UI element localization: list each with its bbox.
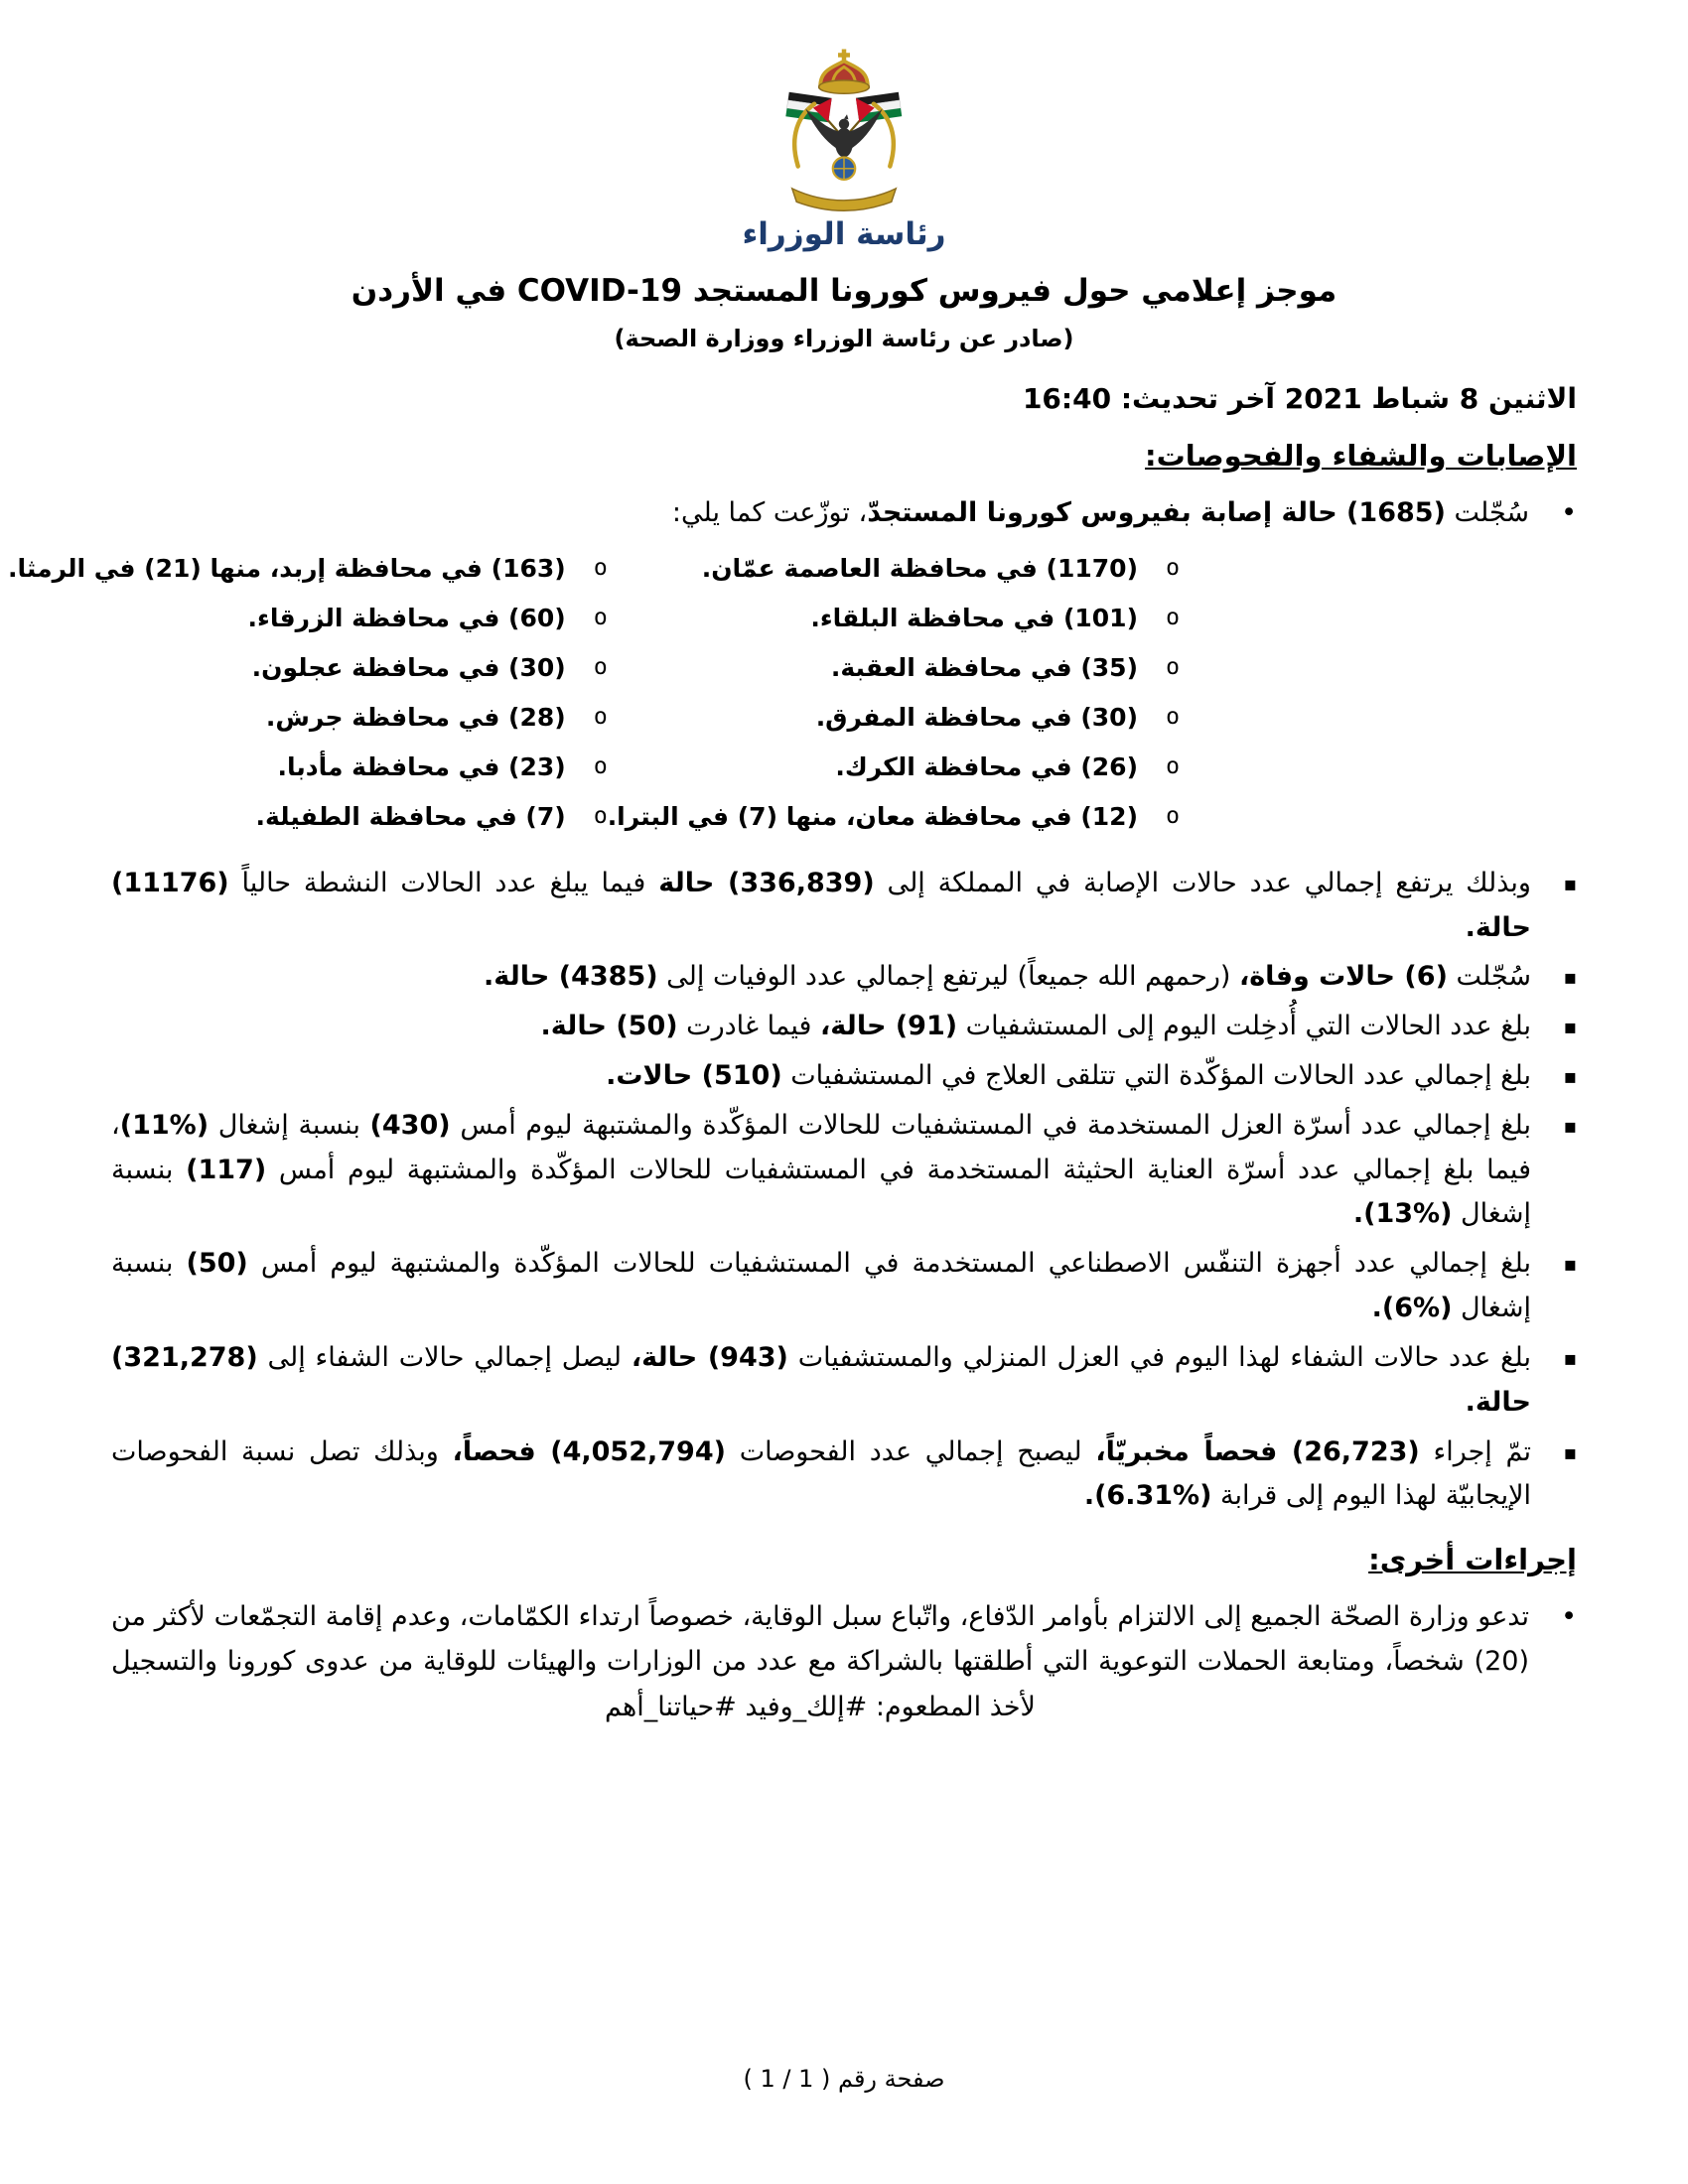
governorate-text: (60) في محافظة الزرقاء. [247, 603, 566, 632]
governorate-text: (35) في محافظة العقبة. [830, 652, 1138, 682]
governorates-column-left [8, 544, 608, 842]
governorate-item [608, 594, 1180, 643]
governorate-text: (30) في محافظة عجلون. [251, 652, 566, 682]
stat-item-hospital-admissions [111, 1005, 1577, 1049]
governorate-item [608, 544, 1180, 594]
jordan-coat-of-arms-logo [770, 48, 918, 214]
statistics-list [111, 862, 1577, 1519]
stat-text: تمّ إجراء (26,723) فحصاً مخبريّاً، ليصبح إجمالي عدد الفحوصات (4,052,794) فحصاً، وبذلك تصل نسبة الفحوصات الإيجابيّة لهذا اليوم إلى قرابة (%6.31). [111, 1435, 1531, 1512]
circle-bullet-icon: o [593, 703, 608, 730]
section-heading-other-measures: إجراءات أخرى: [1368, 1543, 1577, 1577]
governorate-columns [8, 544, 1180, 842]
bullet-icon: • [1561, 497, 1577, 529]
circle-bullet-icon: o [1166, 752, 1180, 779]
stat-item-recoveries [111, 1336, 1577, 1426]
list-item-new-cases [111, 490, 1577, 535]
date-line: الاثنين 8 شباط 2021 آخر تحديث: 16:40 [1022, 382, 1577, 416]
stat-text: بلغ إجمالي عدد أجهزة التنفّس الاصطناعي المستخدمة في المستشفيات للحالات المؤكّدة والمشتبهة ليوم أمس (50) بنسبة إشغال (%6). [111, 1248, 1531, 1324]
circle-bullet-icon: o [593, 604, 608, 630]
square-bullet-icon: ▪ [1563, 1015, 1577, 1039]
governorate-text: (101) في محافظة البلقاء. [810, 603, 1138, 632]
governorate-item [608, 693, 1180, 743]
governorate-item [8, 544, 608, 594]
list-item-moh-call [111, 1594, 1577, 1729]
circle-bullet-icon: o [1166, 604, 1180, 630]
circle-bullet-icon: o [1166, 802, 1180, 829]
circle-bullet-icon: o [1166, 554, 1180, 581]
stat-item-tests [111, 1431, 1577, 1520]
moh-call-text: تدعو وزارة الصحّة الجميع إلى الالتزام بأوامر الدّفاع، واتّباع سبل الوقاية، خصوصاً ارتداء الكمّامات، وعدم إقامة التجمّعات لأكثر من (20) شخصاً، ومتابعة الحملات التوعوية التي أطلقتها بالشراكة مع عدد من الوزارات والهيئات للوقاية من عدوى كورونا والتسجيل لأخذ المطعوم: #إلك_وفيد #حياتنا_أهم [111, 1601, 1529, 1722]
governorate-text: (23) في محافظة مأدبا. [277, 751, 566, 781]
stat-item-isolation-icu-beds [111, 1104, 1577, 1237]
stat-text: بلغ إجمالي عدد الحالات المؤكّدة التي تتلقى العلاج في المستشفيات (510) حالات. [606, 1060, 1531, 1091]
stat-text: بلغ إجمالي عدد أسرّة العزل المستخدمة في المستشفيات للحالات المؤكّدة والمشتبهة ليوم أمس (430) بنسبة إشغال (%11)، فيما بلغ إجمالي عدد أسرّة العناية الحثيثة المستخدمة في المستشفيات للحالات المؤكّدة والمشتبهة ليوم أمس (117) بنسبة إشغال (%13). [111, 1109, 1531, 1230]
governorates-column-right [608, 544, 1180, 842]
square-bullet-icon: ▪ [1563, 965, 1577, 990]
governorate-item [8, 643, 608, 693]
governorate-item [8, 693, 608, 743]
circle-bullet-icon: o [593, 554, 608, 581]
governorate-text: (7) في محافظة الطفيلة. [255, 801, 566, 831]
document-title: موجز إعلامي حول فيروس كورونا المستجد COVID-19 في الأردن [351, 273, 1337, 309]
circle-bullet-icon: o [1166, 703, 1180, 730]
stat-text: بلغ عدد حالات الشفاء لهذا اليوم في العزل المنزلي والمستشفيات (943) حالة، ليصل إجمالي حالات الشفاء إلى (321,278) حالة. [111, 1341, 1531, 1418]
stat-text: سُجّلت (6) حالات وفاة، (رحمهم الله جميعاً) ليرتفع إجمالي عدد الوفيات إلى (4385) حالة. [483, 961, 1531, 993]
document-header [111, 48, 1577, 415]
square-bullet-icon: ▪ [1563, 871, 1577, 895]
stat-item-total-cases [111, 862, 1577, 951]
stat-text: وبذلك يرتفع إجمالي عدد حالات الإصابة في المملكة إلى (336,839) حالة فيما يبلغ عدد الحالات النشطة حالياً (11176) حالة. [111, 867, 1531, 943]
governorate-item [8, 792, 608, 842]
stat-item-hospitalized-confirmed [111, 1054, 1577, 1099]
governorate-item [608, 792, 1180, 842]
governorate-text: (12) في محافظة معان، منها (7) في البترا. [607, 801, 1138, 831]
square-bullet-icon: ▪ [1563, 1345, 1577, 1370]
section-heading-infections: الإصابات والشفاء والفحوصات: [1145, 439, 1577, 474]
circle-bullet-icon: o [1166, 653, 1180, 680]
stat-text: بلغ عدد الحالات التي أُدخِلت اليوم إلى المستشفيات (91) حالة، فيما غادرت (50) حالة. [540, 1011, 1531, 1042]
governorate-item [608, 743, 1180, 792]
governorate-text: (28) في محافظة جرش. [265, 702, 566, 732]
square-bullet-icon: ▪ [1563, 1252, 1577, 1277]
square-bullet-icon: ▪ [1563, 1064, 1577, 1088]
circle-bullet-icon: o [593, 653, 608, 680]
stat-item-deaths [111, 955, 1577, 1000]
circle-bullet-icon: o [593, 802, 608, 829]
bullet-icon: • [1561, 1601, 1577, 1633]
governorate-text: (1170) في محافظة العاصمة عمّان. [701, 553, 1138, 583]
square-bullet-icon: ▪ [1563, 1439, 1577, 1464]
page-number: صفحة رقم ( 1 / 1 ) [743, 2065, 945, 2093]
governorate-item [608, 643, 1180, 693]
section-infections [8, 439, 1577, 1519]
governorate-item [8, 743, 608, 792]
stat-item-ventilators [111, 1242, 1577, 1331]
governorate-text: (26) في محافظة الكرك. [835, 751, 1138, 781]
section-other-measures [111, 1543, 1577, 1729]
new-cases-text: سُجّلت (1685) حالة إصابة بفيروس كورونا المستجدّ، توزّعت كما يلي: [671, 497, 1529, 529]
square-bullet-icon: ▪ [1563, 1113, 1577, 1138]
circle-bullet-icon: o [593, 752, 608, 779]
document-subtitle: (صادر عن رئاسة الوزراء ووزارة الصحة) [614, 325, 1074, 353]
governorate-item [8, 594, 608, 643]
org-name-calligraphy: رئاسة الوزراء [742, 216, 946, 252]
governorate-text: (163) في محافظة إربد، منها (21) في الرمثا. [8, 553, 566, 583]
governorate-text: (30) في محافظة المفرق. [815, 702, 1138, 732]
